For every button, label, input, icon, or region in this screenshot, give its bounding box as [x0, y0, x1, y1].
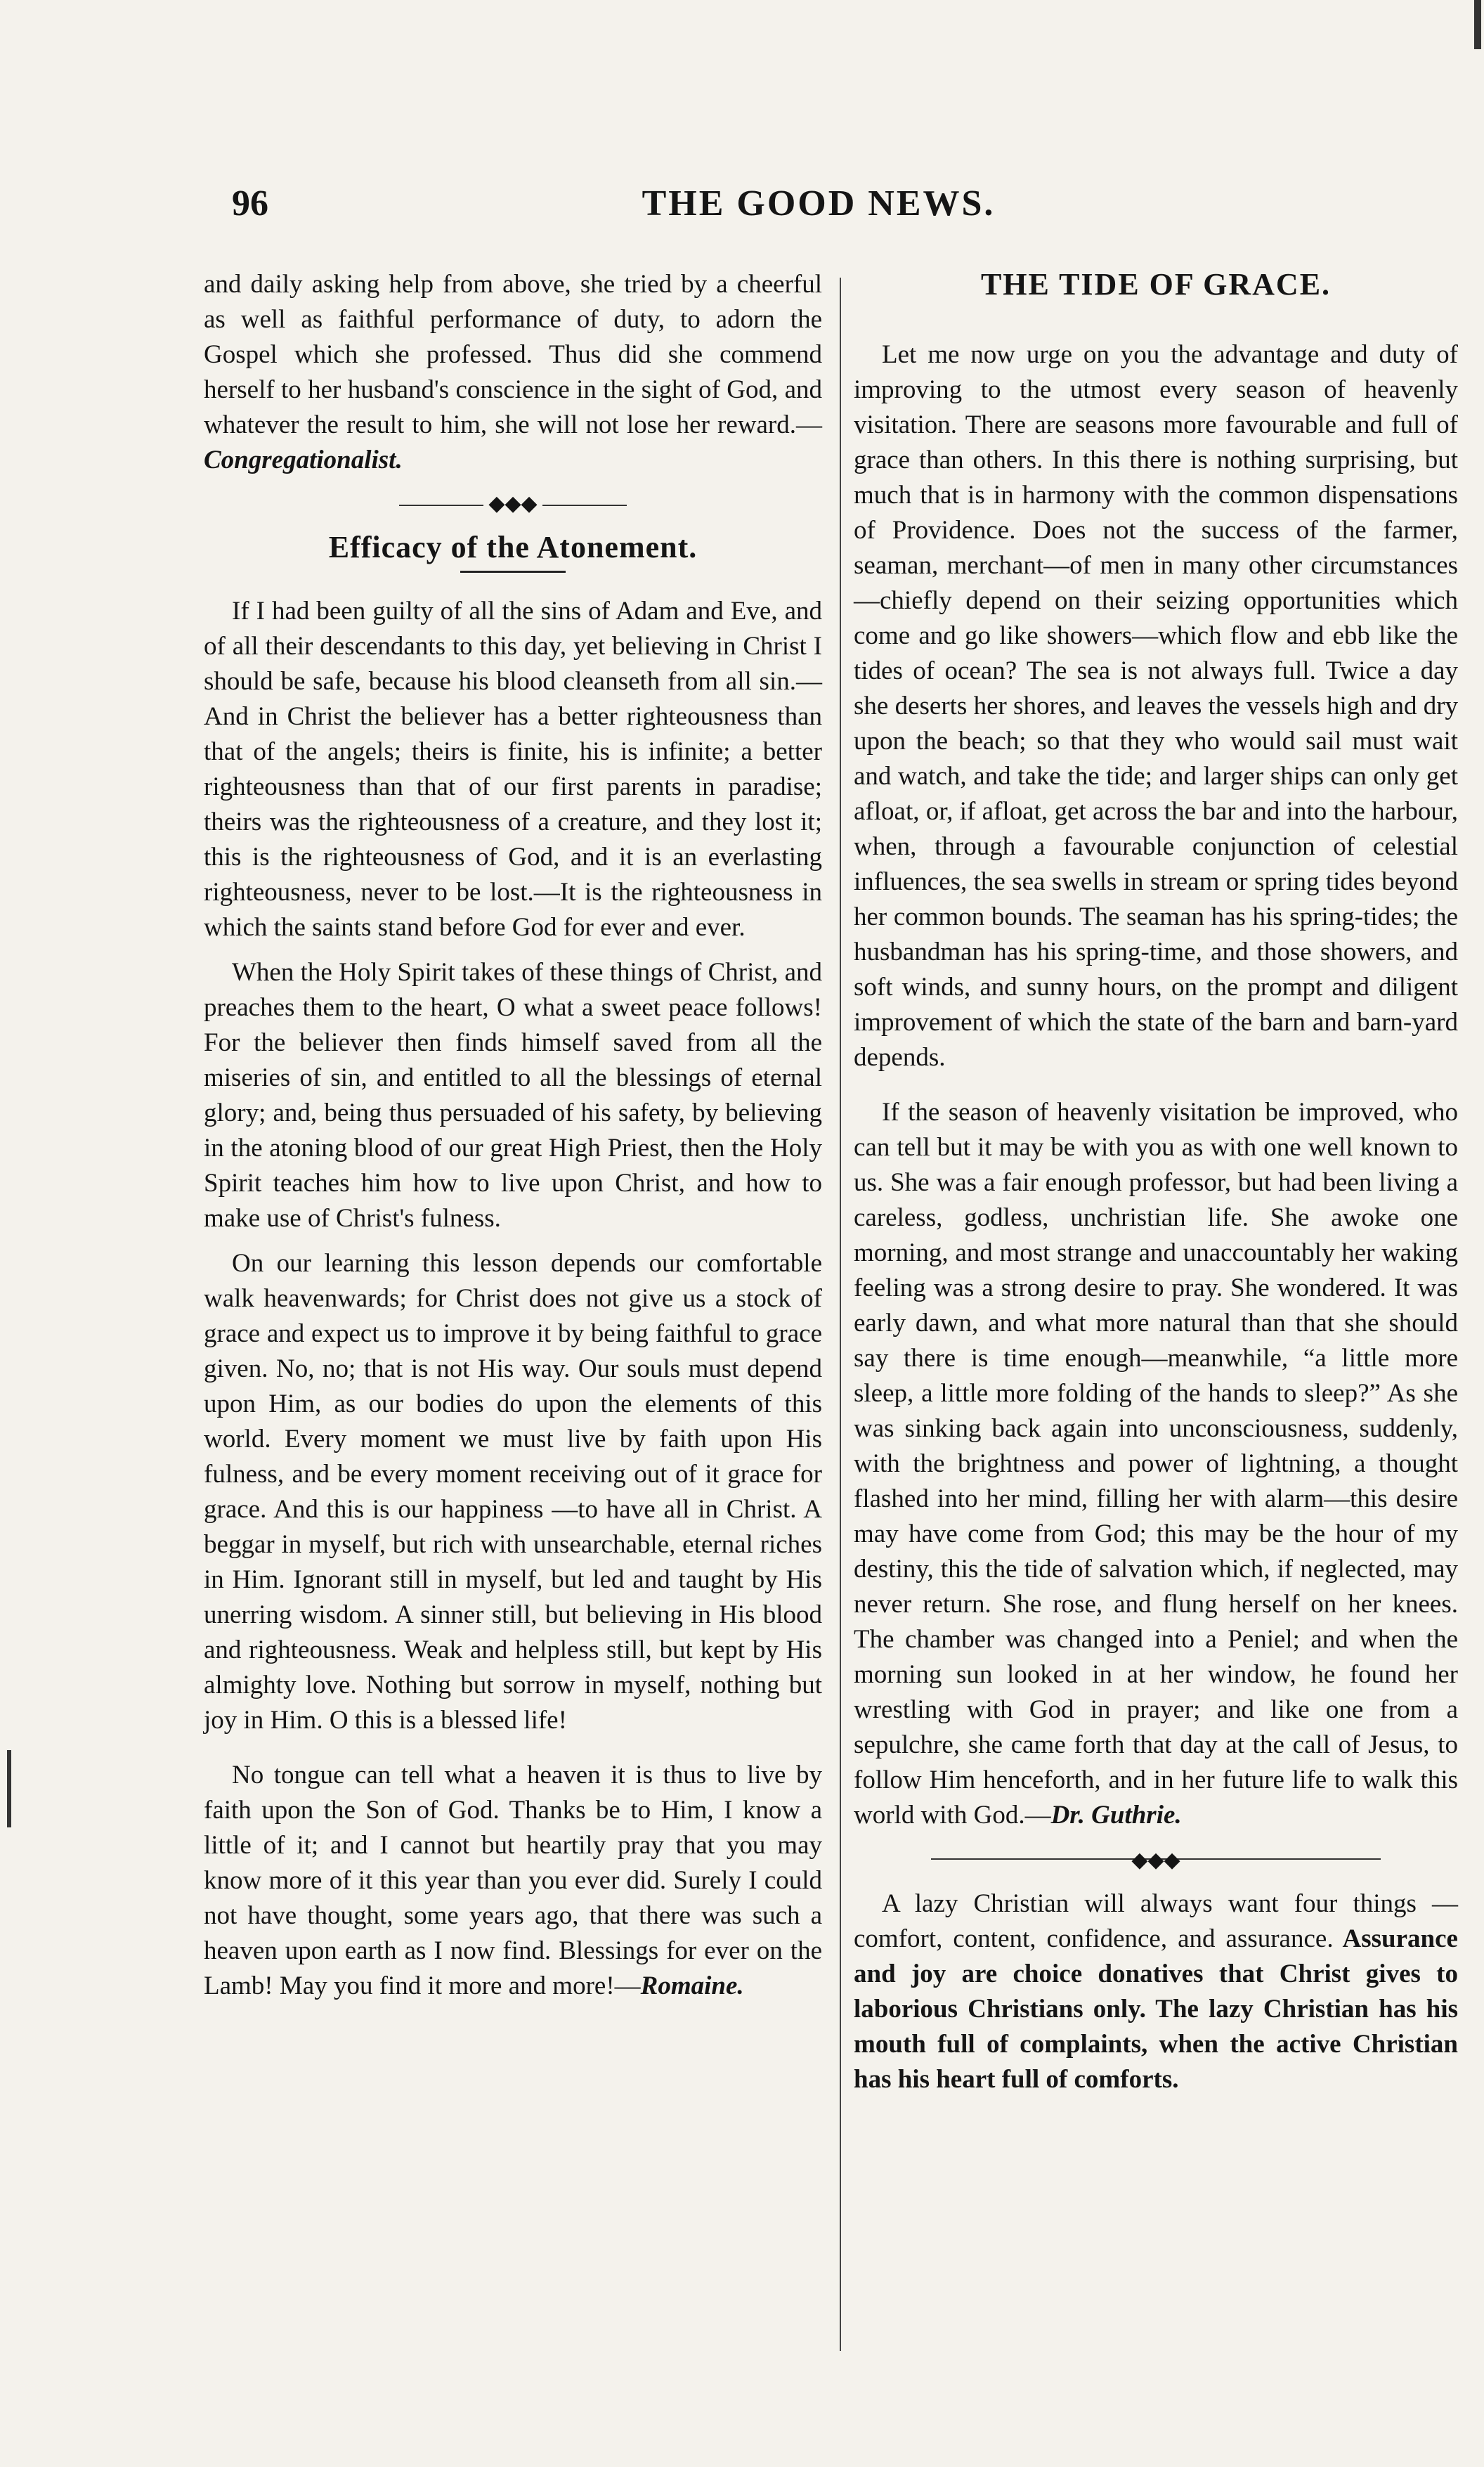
right-column — [854, 267, 1458, 2097]
left-column — [204, 267, 822, 2004]
article-title-atonement: Efficacy of the Atonement. — [328, 530, 698, 564]
scan-edge-mark — [1474, 0, 1481, 49]
ornament-rule-left — [399, 505, 483, 506]
title-rule — [460, 571, 566, 573]
atonement-paragraph-4 — [204, 1758, 822, 2004]
atonement-paragraph-2: When the Holy Spirit takes of these things of Christ, and preaches them to the heart, O what a sweet peace follows! For the believer then finds himself saved from all the miseries of sin, and entitled to all the blessings of eternal glory; and, being thus persuaded of his safety, by believing in the atoning blood of our great High Priest, then the Holy Spirit teaches him how to live upon Christ, and how to make use of Christ's fulness. — [204, 958, 822, 1233]
ornament-divider-right — [854, 1850, 1458, 1871]
ornament-divider — [204, 493, 822, 514]
tide-paragraph-1: Let me now urge on you the advantage and duty of improving to the utmost every season of heavenly visitation. There are seasons more favourable and full of grace than others. In this there is nothing surprising, but much that is in harmony with the common dispensations of Providence. Does not the success of the farmer, seaman, merchant—of men in many other circumstances—chiefly depend on their seizing opportunities which come and go like showers—which flow and ebb like the tides of ocean? The sea is not always full. Twice a day she deserts her shores, and leaves the vessels high and dry upon the beach; so that they who would sail must wait and watch, and take the tide; and larger ships can only get afloat, or, if afloat, get across the bar and into the harbour, when, through a favourable conjunction of celestial influences, the sea swells in stream or spring tides beyond her common bounds. The seaman has his spring-tides; the husbandman has his spring-time, and those showers, and soft winds, and sunny hours, on the prompt and diligent improvement of which the state of the barn and barn-yard depends. — [854, 340, 1459, 1072]
atonement-signature: Romaine. — [640, 1971, 744, 2000]
ornament-glyph: ◆◆◆ — [488, 492, 538, 515]
closing-note-paragraph — [854, 1886, 1458, 2097]
intro-continuation-paragraph — [204, 267, 822, 478]
atonement-paragraph-3: On our learning this lesson depends our comfortable walk heavenwards; for Christ does not give us a stock of grace and expect us to improve it by being faithful to grace given. No, no; that is not His way. Our souls must depend upon Him, as our bodies do upon the elements of this world. Every moment we must live by faith upon His fulness, and be every moment receiving out of it grace for grace. And this is our happiness —to have all in Christ. A beggar in myself, but rich with unsearchable, eternal riches in Him. Ignorant still in myself, but led and taught by His unerring wisdom. A sinner still, but believing in His blood and righteousness. Weak and helpless still, but kept by His almighty love. Nothing but sorrow in myself, nothing but joy in Him. O this is a blessed life! — [204, 1249, 822, 1735]
closing-note-rest: Assurance and joy are choice donatives that Christ gives to laborious Christians only. The lazy Christian has his mouth full of complaints, when the active Christian has his heart full of comforts. — [854, 1924, 1458, 2094]
ornament-glyph-right: ◆◆◆ — [1131, 1848, 1180, 1872]
page-header — [211, 183, 1426, 239]
tide-paragraph-2 — [854, 1095, 1458, 1833]
page-title: THE GOOD NEWS. — [642, 183, 996, 224]
intro-signature: Congregationalist. — [204, 446, 403, 474]
atonement-paragraph-1: If I had been guilty of all the sins of Adam and Eve, and of all their descendants to this day, yet believing in Christ I should be safe, because his blood cleanseth from all sin.—And in Christ the believer has a better righteousness than that of the angels; theirs is finite, his is infinite; a better righteousness than that of our first parents in paradise; theirs was the righteousness of a creature, and they lost it; this is the righteousness of God, and it is an everlasting righteousness, never to be lost.—It is the righteousness in which the saints stand before God for ever and ever. — [204, 597, 822, 942]
atonement-paragraph-4-text: No tongue can tell what a heaven it is thus to live by faith upon the Son of God. Thanks be to Him, I know a little of it; and I cannot but heartily pray that you may know more of it this year than you ever did. Surely I could not have thought, some years ago, that there was such a heaven upon earth as I now find. Blessings for ever on the Lamb! May you find it more and more!— — [204, 1761, 822, 2000]
intro-continuation-text: and daily asking help from above, she tried by a cheerful as well as faithful performance of duty, to adorn the Gospel which she professed. Thus did she commend herself to her husband's conscience in the sight of God, and whatever the result to him, she will not lose her reward.— — [204, 270, 822, 439]
tide-paragraph-2-text: If the season of heavenly visitation be improved, who can tell but it may be with you as with one well known to us. She was a fair enough professor, but had been living a careless, godless, unchristian life. She awoke one morning, and most strange and unaccountably her waking feeling was a strong desire to pray. She wondered. It was early dawn, and what more natural than that she should say there is time enough—meanwhile, “a little more sleep, a little more folding of the hands to sleep?” As she was sinking back again into unconsciousness, suddenly, with the brightness and power of lightning, a thought flashed into her mind, filling her with alarm—this desire may have come from God; this may be the hour of my destiny, this the tide of salvation which, if neglected, may never return. She rose, and flung herself on her knees. The chamber was changed into a Peniel; and when the morning sun looked in at her window, he found her wrestling with God in prayer; and like one from a sepulchre, she came forth that day at the call of Jesus, to follow Him henceforth, and in her future life to walk this world with God.— — [854, 1098, 1458, 1830]
closing-note-lead: A lazy Christian will always want four things — comfort, content, confidence, and assurance. — [854, 1889, 1458, 1953]
page-number: 96 — [232, 183, 268, 224]
tide-signature: Dr. Guthrie. — [1050, 1801, 1182, 1830]
scan-margin-mark — [7, 1750, 11, 1827]
article-title-tide-of-grace: THE TIDE OF GRACE. — [980, 267, 1332, 302]
column-divider — [840, 278, 841, 2351]
ornament-rule-right — [542, 505, 627, 506]
